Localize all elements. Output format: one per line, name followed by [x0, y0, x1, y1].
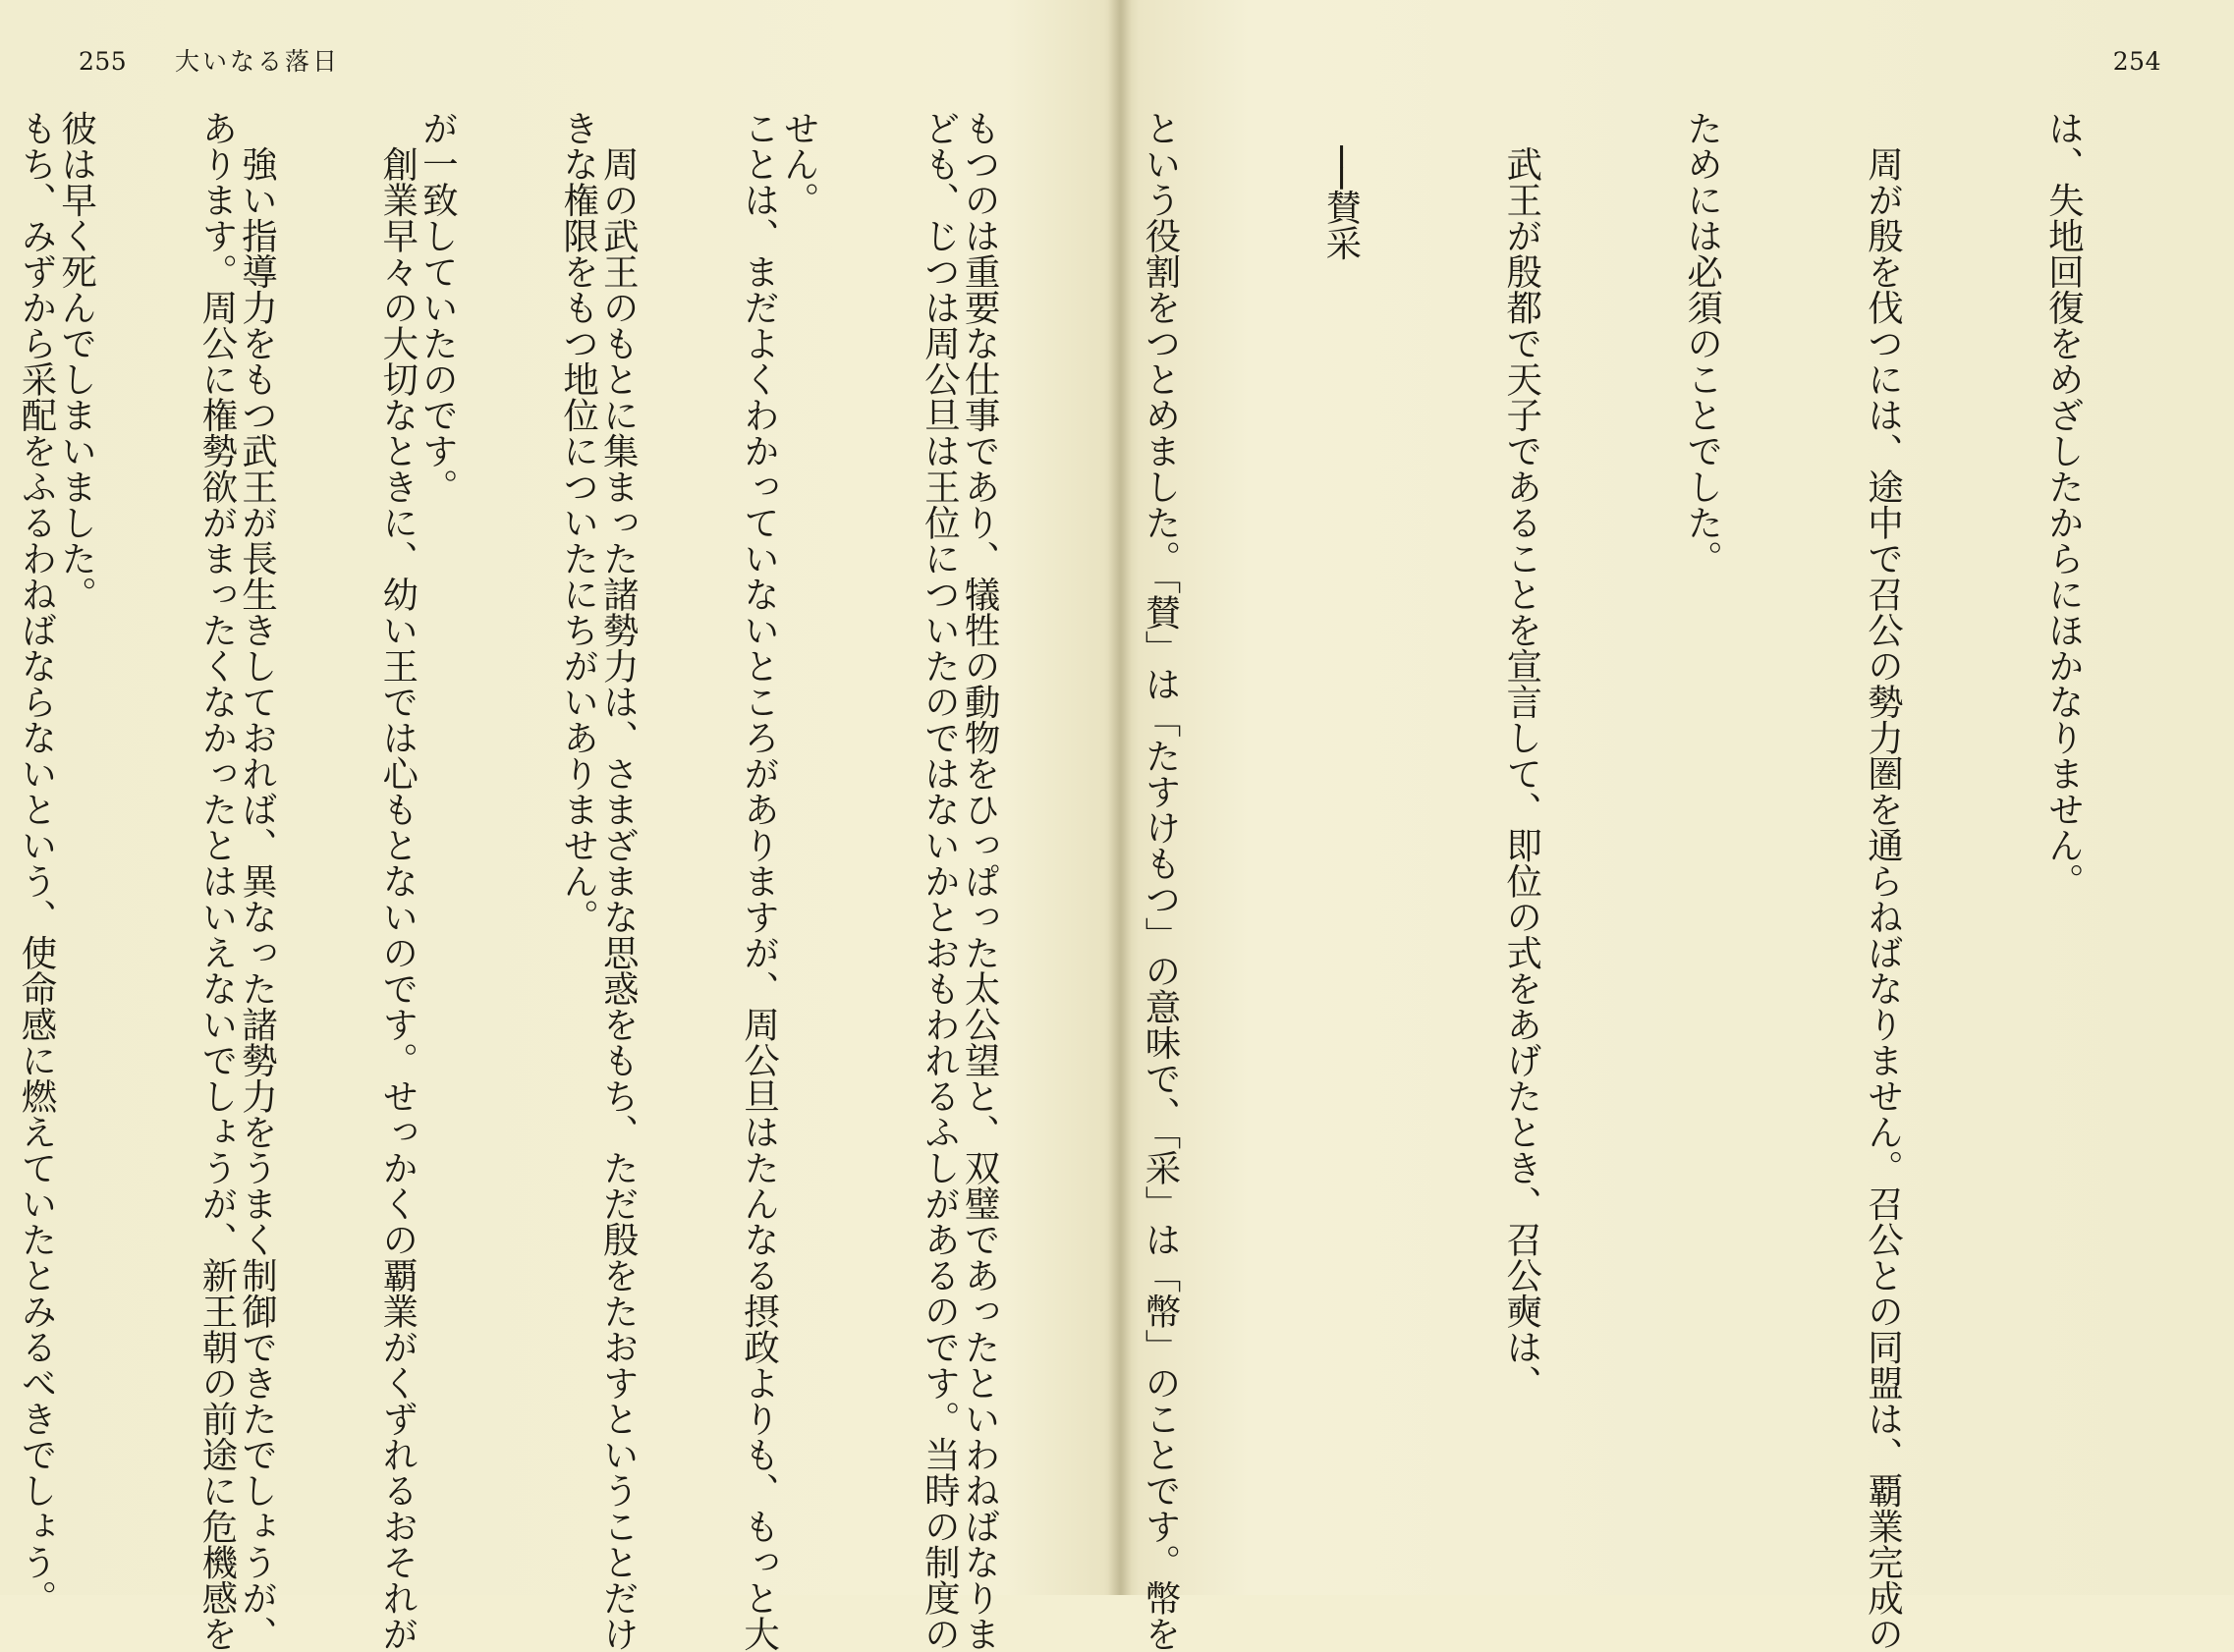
text-column: が一致していたのです。: [417, 110, 460, 505]
text-column: もつのは重要な仕事であり、犠牲の動物をひっぱった太公望と、双璧であったといわねばなりま: [959, 110, 1002, 1652]
text-column: 彼は早く死んでしまいました。: [55, 110, 98, 612]
text-column: 周の武王のもとに集まった諸勢力は、さまざまな思惑をもち、ただ殷をたおすということだけ: [597, 110, 641, 1652]
text-column: 創業早々の大切なときに、幼い王では心もとないのです。せっかくの覇業がくずれるおそれが: [376, 110, 419, 1652]
text-column: ことは、まだよくわかっていないところがありますが、周公旦はたんなる摂政よりも、もっと大: [738, 110, 781, 1652]
running-head: 大いなる落日: [175, 47, 341, 76]
text-column: 武王が殷都で天子であることを宣言して、即位の式をあげたとき、召公奭は、: [1500, 110, 1543, 1401]
page-number-right: 254: [2112, 47, 2161, 76]
text-column: せん。: [778, 110, 821, 218]
text-column: 周が殷を伐つには、途中で召公の勢力圏を通らねばなりません。召公との同盟は、覇業完成の: [1862, 110, 1905, 1652]
text-column: あります。周公に権勢欲がまったくなかったとはいえないでしょうが、新王朝の前途に危機感を: [195, 110, 239, 1652]
text-column: という役割をつとめました。「賛」は「たすけもつ」の意味で、「采」は「幣」のことです。幣を: [1139, 110, 1182, 1652]
text-column: ども、じつは周公旦は王位についたのではないかとおもわれるふしがあるのです。当時の制度の: [919, 110, 962, 1652]
text-column: きな権限をもつ地位についたにちがいありません。: [557, 110, 600, 935]
text-column: 強い指導力をもつ武王が長生きしておれば、異なった諸勢力をうまく制御できたでしょうが、: [236, 110, 279, 1652]
text-column: もち、みずから采配をふるわねばならないという、使命感に燃えていたとみるべきでしょう。: [15, 110, 58, 1616]
page-number-left: 255: [79, 47, 128, 76]
text-column: ためには必須のことでした。: [1681, 110, 1724, 577]
text-column: ──賛采: [1319, 110, 1363, 261]
text-column: は、失地回復をめざしたからにほかなりません。: [2042, 110, 2086, 899]
